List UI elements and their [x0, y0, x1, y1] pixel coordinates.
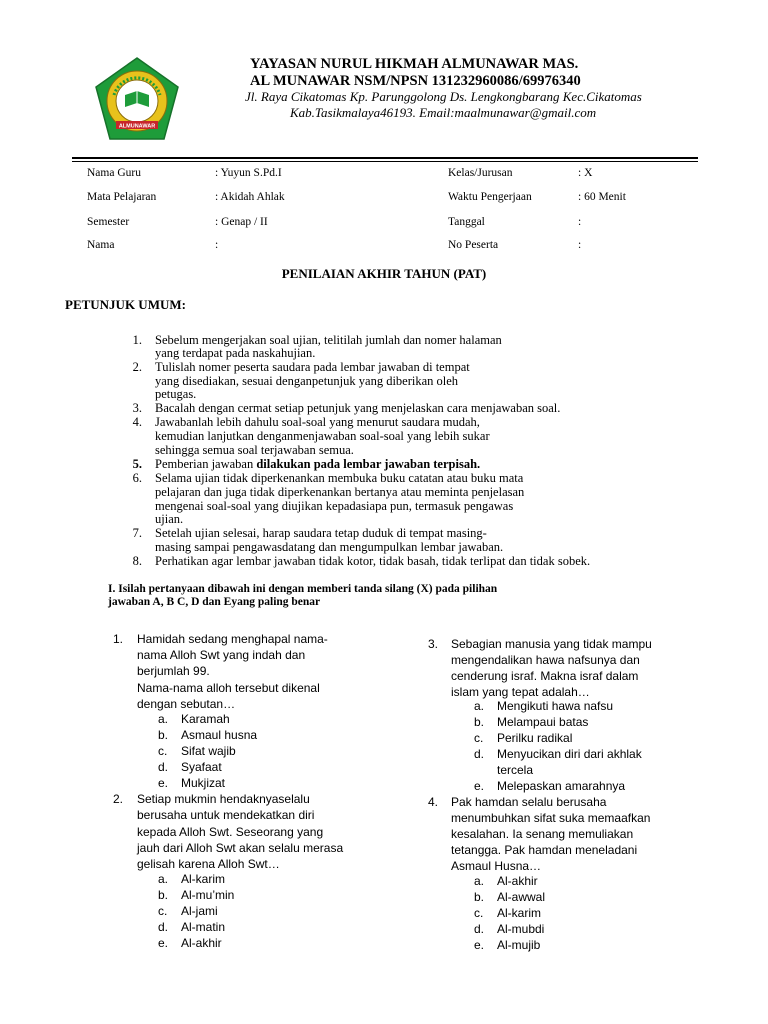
option-letter: d. — [158, 760, 169, 774]
tanggal-value: : — [578, 216, 582, 228]
question-line: tetangga. Pak hamdan meneladani — [451, 843, 638, 857]
tanggal-label: Tanggal — [448, 216, 485, 228]
option-text: Al-awwal — [497, 890, 546, 904]
question-line: Nama-nama alloh tersebut dikenal — [137, 681, 320, 695]
question-line: islam yang tepat adalah… — [451, 685, 590, 699]
instruction-line: sehingga semua soal terjawaban semua. — [155, 443, 354, 457]
instruction-line: yang terdapat pada naskahujian. — [155, 346, 316, 360]
instruction-line: kemudian lanjutkan denganmenjawaban soal-soal yang lebih sukar — [155, 429, 490, 443]
option-text: Perilku radikal — [497, 731, 573, 745]
question-line: Setiap mukmin hendaknyaselalu — [137, 792, 310, 806]
option-text: Al-akhir — [497, 874, 538, 888]
question-line: kepada Alloh Swt. Seseorang yang — [137, 825, 324, 839]
mapel-label: Mata Pelajaran — [87, 191, 157, 203]
option-letter: a. — [474, 874, 485, 888]
header-divider-thin — [72, 161, 698, 162]
option-letter: a. — [158, 712, 169, 726]
school-logo — [92, 55, 182, 145]
semester-value: : Genap / II — [215, 216, 268, 228]
semester-label: Semester — [87, 216, 130, 228]
logo-banner-text: ALMUNAWAR — [118, 123, 156, 130]
question-line: Hamidah sedang menghapal nama- — [137, 632, 328, 646]
instruction-line: Setelah ujian selesai, harap saudara tetap duduk di tempat masing- — [155, 526, 487, 540]
question-line: dengan sebutan… — [137, 697, 236, 711]
option-text: Melepaskan amarahnya — [497, 779, 626, 793]
option-letter: d. — [158, 920, 169, 934]
option-text: Menyucikan diri dari akhlak — [497, 747, 642, 761]
option-text: Melampaui batas — [497, 715, 589, 729]
nama-label: Nama — [87, 239, 115, 251]
question-line: jauh dari Alloh Swt akan selalu merasa — [137, 841, 344, 855]
option-text: Al-akhir — [181, 936, 222, 950]
option-text: Al-jami — [181, 904, 218, 918]
instruction-line: Bacalah dengan cermat setiap petunjuk yang menjelaskan cara menjawaban soal. — [155, 401, 561, 415]
guru-value: : Yuyun S.Pd.I — [215, 167, 282, 179]
option-letter: a. — [158, 872, 169, 886]
option-text: Al-karim — [181, 872, 225, 886]
instruction-line: Perhatikan agar lembar jawaban tidak kotor, tidak basah, tidak terlipat dan tidak sobek. — [155, 554, 591, 568]
option-letter: a. — [474, 699, 485, 713]
waktu-value: : 60 Menit — [578, 191, 626, 203]
option-text: Al-mubdi — [497, 922, 545, 936]
option-letter: d. — [474, 922, 485, 936]
school-name: AL MUNAWAR NSM/NPSN 131232960086/69976340 — [250, 73, 581, 89]
question-line: gelisah karena Alloh Swt… — [137, 857, 280, 871]
option-text: Al-karim — [497, 906, 541, 920]
option-letter: e. — [474, 938, 485, 952]
option-text: Karamah — [181, 712, 230, 726]
instruction-text: Pemberian jawaban — [155, 457, 257, 471]
instruction-line: pelajaran dan juga tidak diperkenankan bertanya atau meminta penjelasan — [155, 485, 525, 499]
question-line: cenderung israf. Makna israf dalam — [451, 669, 639, 683]
instruction-line — [155, 458, 480, 472]
option-text: Al-matin — [181, 920, 226, 934]
petunjuk-heading: PETUNJUK UMUM: — [65, 297, 186, 312]
nama-value: : — [215, 239, 219, 251]
option-letter: b. — [158, 888, 169, 902]
instruction-number: 6. — [132, 471, 142, 485]
instruction-line: Tulislah nomer peserta saudara pada lembar jawaban di tempat — [155, 360, 470, 374]
instruction-line: masing sampai pengawasdatang dan mengumpulkan lembar jawaban. — [155, 540, 504, 554]
header-divider-thick — [72, 157, 698, 159]
option-text-continued: tercela — [497, 763, 534, 777]
instruction-line: Selama ujian tidak diperkenankan membuka buku catatan atau buku mata — [155, 471, 524, 485]
option-text: Al-mu’min — [181, 888, 235, 902]
option-text: Mengikuti hawa nafsu — [497, 699, 614, 713]
section-instruction-line-2: jawaban A, B C, D dan Eyang paling benar — [108, 596, 321, 608]
instruction-line: Sebelum mengerjakan soal ujian, telitilah jumlah dan nomer halaman — [155, 333, 502, 347]
question-line: berusaha untuk mendekatkan diri — [137, 808, 315, 822]
question-number: 1. — [113, 632, 124, 646]
question-line: Sebagian manusia yang tidak mampu — [451, 637, 652, 651]
option-letter: c. — [158, 744, 168, 758]
question-line: Pak hamdan selalu berusaha — [451, 795, 607, 809]
option-text: Mukjizat — [181, 776, 226, 790]
exam-title: PENILAIAN AKHIR TAHUN (PAT) — [281, 266, 487, 281]
question-number: 3. — [428, 637, 439, 651]
foundation-name: YAYASAN NURUL HIKMAH ALMUNAWAR MAS. — [250, 56, 579, 72]
instruction-line: ujian. — [155, 512, 184, 526]
guru-label: Nama Guru — [87, 167, 141, 179]
section-instruction-line-1: I. Isilah pertanyaan dibawah ini dengan memberi tanda silang (X) pada pilihan — [108, 583, 498, 595]
address-line-1: Jl. Raya Cikatomas Kp. Parunggolong Ds. Lengkongbarang Kec.Cikatomas — [245, 89, 642, 104]
question-line: nama Alloh Swt yang indah dan — [137, 648, 306, 662]
question-line: kesalahan. Ia senang memuliakan — [451, 827, 634, 841]
question-line: Asmaul Husna… — [451, 859, 542, 873]
option-letter: b. — [158, 728, 169, 742]
mapel-value: : Akidah Ahlak — [215, 191, 285, 203]
peserta-value: : — [578, 239, 582, 251]
option-text: Al-mujib — [497, 938, 541, 952]
question-number: 4. — [428, 795, 439, 809]
peserta-label: No Peserta — [448, 239, 499, 251]
instruction-number: 4. — [132, 415, 142, 429]
instruction-line: yang disediakan, sesuai denganpetunjuk yang diberikan oleh — [155, 374, 459, 388]
question-number: 2. — [113, 792, 124, 806]
option-text: Asmaul husna — [181, 728, 258, 742]
option-letter: e. — [158, 776, 169, 790]
option-letter: c. — [474, 731, 484, 745]
option-letter: c. — [158, 904, 168, 918]
instruction-number: 7. — [132, 526, 142, 540]
option-letter: e. — [158, 936, 169, 950]
instruction-number: 1. — [132, 333, 142, 347]
option-letter: d. — [474, 747, 485, 761]
option-letter: b. — [474, 715, 485, 729]
instruction-line: mengenai soal-soal yang diujikan kepadasiapa pun, termasuk pengawas — [155, 499, 514, 513]
kelas-value: : X — [578, 167, 593, 179]
instruction-line: petugas. — [155, 387, 197, 401]
instruction-number: 3. — [132, 401, 142, 415]
waktu-label: Waktu Pengerjaan — [448, 191, 532, 203]
instruction-number: 5. — [132, 457, 142, 471]
option-letter: c. — [474, 906, 484, 920]
instruction-line: Jawabanlah lebih dahulu soal-soal yang menurut saudara mudah, — [155, 415, 480, 429]
address-line-2: Kab.Tasikmalaya46193. Email:maalmunawar@gmail.com — [290, 105, 597, 120]
option-text: Sifat wajib — [181, 744, 236, 758]
option-text: Syafaat — [181, 760, 222, 774]
instruction-bold-text: dilakukan pada lembar jawaban terpisah. — [256, 457, 481, 471]
question-line: menumbuhkan sifat suka memaafkan — [451, 811, 651, 825]
question-line: berjumlah 99. — [137, 664, 210, 678]
instruction-number: 8. — [132, 554, 142, 568]
kelas-label: Kelas/Jurusan — [448, 167, 513, 179]
instruction-number: 2. — [132, 360, 142, 374]
option-letter: b. — [474, 890, 485, 904]
question-line: mengendalikan hawa nafsunya dan — [451, 653, 640, 667]
option-letter: e. — [474, 779, 485, 793]
